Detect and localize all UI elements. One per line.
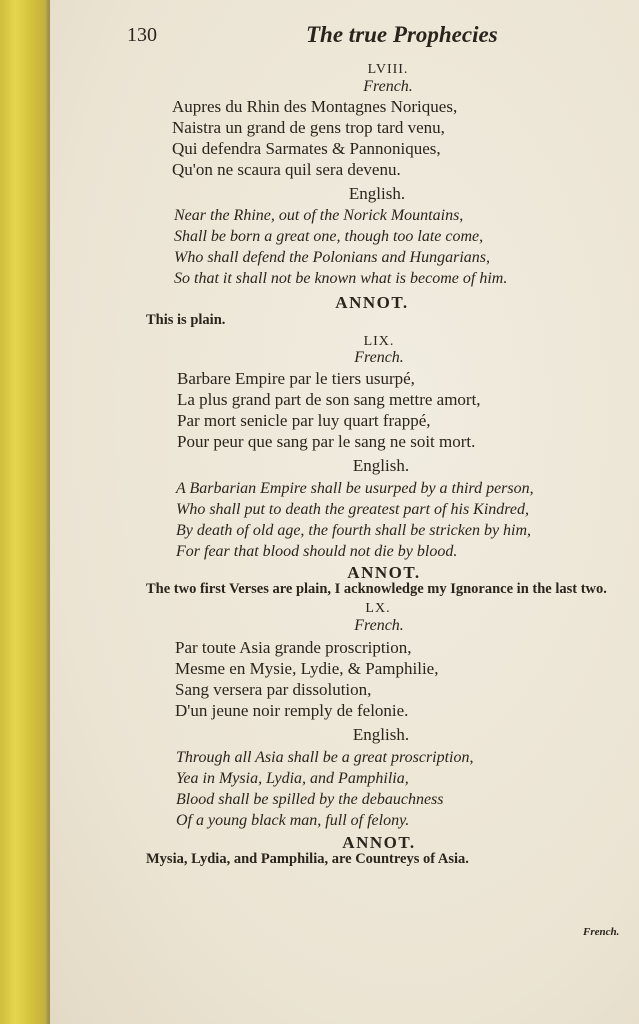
annotation-text: This is plain.	[146, 312, 226, 328]
annotation-text: The two first Verses are plain, I acknowledge my Ignorance in the last two.	[146, 581, 607, 597]
french-verse	[175, 637, 438, 721]
verse-line: Naistra un grand de gens trop tard venu,	[172, 118, 445, 137]
page-number: 130	[127, 24, 157, 46]
french-label: French.	[363, 78, 413, 95]
verse-line: Mesme en Mysie, Lydie, & Pamphilie,	[175, 659, 439, 678]
annot-heading: ANNOT.	[335, 293, 409, 312]
running-title: The true Prophecies	[306, 22, 498, 47]
verse-line: Par mort senicle par luy quart frappé,	[177, 411, 431, 430]
english-label: English.	[348, 184, 406, 203]
page-edge-gilt	[0, 0, 50, 1024]
section-numeral: LX.	[365, 601, 391, 616]
section-numeral: LIX.	[363, 334, 395, 349]
annot-heading: ANNOT.	[342, 833, 416, 852]
verse-line: Who shall put to death the greatest part of his Kindred,	[176, 501, 530, 518]
verse-line: By death of old age, the fourth shall be stricken by him,	[176, 522, 532, 539]
verse-line: Barbare Empire par le tiers usurpé,	[177, 369, 415, 388]
section-numeral: LVIII.	[367, 62, 409, 77]
verse-line: Qu'on ne scaura quil sera devenu.	[172, 160, 401, 179]
english-verse	[176, 478, 534, 562]
verse-line: So that it shall not be known what is become of him.	[174, 270, 508, 287]
verse-line: La plus grand part de son sang mettre amort,	[177, 390, 481, 409]
french-label: French.	[354, 617, 404, 634]
english-verse	[174, 205, 507, 289]
english-label: English.	[352, 725, 410, 744]
french-verse	[172, 96, 457, 180]
verse-line: Blood shall be spilled by the debauchness	[176, 791, 444, 808]
catchword: French.	[583, 926, 620, 938]
verse-line: Of a young black man, full of felony.	[176, 812, 410, 829]
annotation-text: Mysia, Lydia, and Pamphilia, are Countreys of Asia.	[146, 851, 469, 867]
verse-line: A Barbarian Empire shall be usurped by a third person,	[176, 480, 534, 497]
verse-line: Shall be born a great one, though too late come,	[174, 228, 484, 245]
verse-line: Pour peur que sang par le sang ne soit mort.	[177, 432, 476, 451]
english-label: English.	[352, 456, 410, 475]
verse-line: Sang versera par dissolution,	[175, 680, 372, 699]
french-label: French.	[354, 349, 404, 366]
french-verse	[177, 368, 481, 452]
verse-line: D'un jeune noir remply de felonie.	[175, 701, 409, 720]
verse-line: Par toute Asia grande proscription,	[175, 638, 412, 657]
verse-line: For fear that blood should not die by blood.	[176, 543, 458, 560]
verse-line: Qui defendra Sarmates & Pannoniques,	[172, 139, 441, 158]
verse-line: Near the Rhine, out of the Norick Mountains,	[174, 207, 464, 224]
verse-line: Aupres du Rhin des Montagnes Noriques,	[172, 97, 458, 116]
verse-line: Through all Asia shall be a great proscription,	[176, 749, 474, 766]
english-verse	[176, 747, 474, 831]
annot-heading: ANNOT.	[347, 563, 421, 582]
verse-line: Yea in Mysia, Lydia, and Pamphilia,	[176, 770, 409, 787]
verse-line: Who shall defend the Polonians and Hungarians,	[174, 249, 490, 266]
